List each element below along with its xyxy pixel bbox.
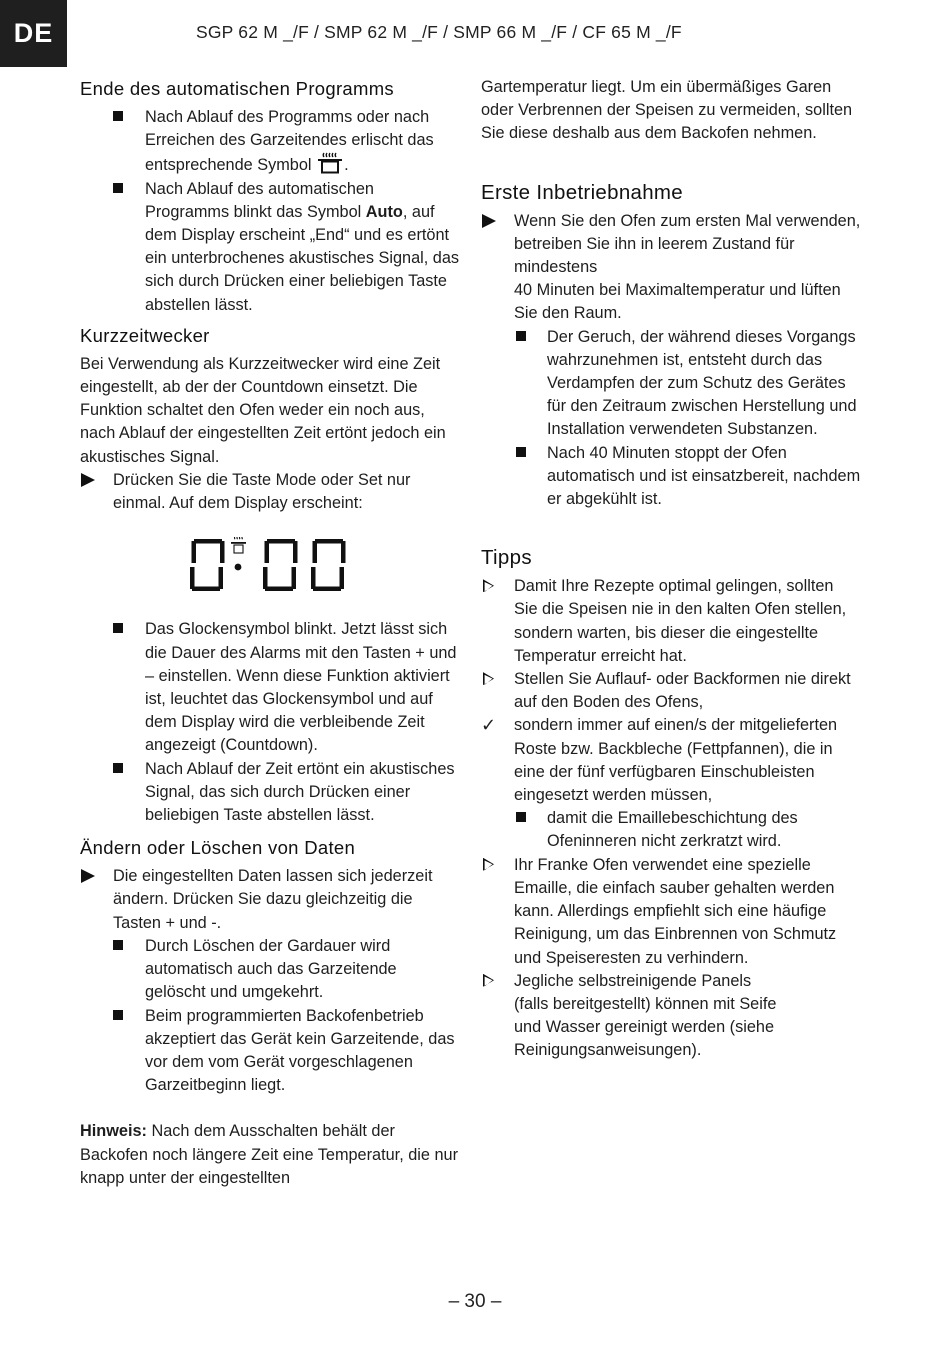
- left-column: [80, 76, 460, 1190]
- list-item: Nach Ablauf der Zeit ertönt ein akustisches Signal, das sich durch Drücken einer beliebigen Taste abstellen lässt.: [80, 758, 460, 828]
- list-item: Durch Löschen der Gardauer wird automatisch auch das Garzeitende gelöscht und umgekehrt.: [80, 935, 460, 1005]
- list-item: ✓ sondern immer auf einen/s der mitgelieferten Roste bzw. Backbleche (Fettpfannen), die in eine der fünf verfügbaren Einschubleisten eingesetzt werden müssen,: [481, 715, 838, 805]
- list-item: Das Glockensymbol blinkt. Jetzt lässt sich die Dauer des Alarms mit den Tasten + und – einstellen. Wenn diese Funktion aktiviert ist, leuchtet das Glockensymbol und auf dem Display wird die verbleibende Zeit angezeigt (Countdown).: [80, 618, 460, 757]
- note-label: Hinweis:: [80, 1122, 147, 1141]
- section-title-first-use: Erste Inbetriebnahme: [481, 180, 684, 204]
- list-item: Wenn Sie den Ofen zum ersten Mal verwenden, betreiben Sie ihn in leerem Zustand für mindestens 40 Minuten bei Maximaltemperatur und lüften Sie den Raum.: [481, 210, 861, 326]
- language-tab: [0, 0, 67, 67]
- page-number: – 30 –: [448, 1291, 502, 1312]
- seven-segment-display: [190, 537, 460, 600]
- paragraph-continuation: Gartemperatur liegt. Um ein übermäßiges Garen oder Verbrennen der Speisen zu vermeiden, sollten Sie diese deshalb aus dem Backofen nehmen.: [481, 78, 853, 143]
- section-title-kitchen-timer: Kurzzeitwecker: [80, 324, 210, 346]
- list-item: Nach Ablauf des automatischen Programms blinkt das Symbol Auto, auf dem Display erscheint „End“ und es ertönt ein unterbrochenes akustisches Signal, das sich durch Drücken einer beliebigen Taste abstellen lässt.: [80, 178, 460, 317]
- list-item: Jegliche selbstreinigende Panels (falls bereitgestellt) können mit Seife und Wasser gereinigt werden (siehe Reinigungsanweisungen).: [481, 970, 861, 1063]
- list-item: Der Geruch, der während dieses Vorgangs wahrzunehmen ist, entsteht durch das Verdampfen der zum Schutz des Gerätes für den Zeitraum zwischen Herstellung und Installation verwendeten Substanzen.: [481, 326, 861, 442]
- section-title-change-delete-data: Ändern oder Löschen von Daten: [80, 837, 356, 859]
- list-item: Beim programmierten Backofenbetrieb akzeptiert das Gerät kein Garzeitende, das vor dem vom Gerät vorgeschlagenen Garzeitbeginn liegt.: [80, 1005, 460, 1098]
- paragraph-timer-intro: Bei Verwendung als Kurzzeitwecker wird eine Zeit eingestellt, ab der der Countdown einsetzt. Die Funktion schaltet den Ofen weder ein noch aus, nach Ablauf der eingestellten Zeit ertönt jedoch ein akustisches Signal.: [80, 354, 446, 466]
- note-paragraph: Hinweis: Nach dem Ausschalten behält der Backofen noch längere Zeit eine Temperatur, die nur knapp unter der eingestellten: [80, 1122, 459, 1187]
- model-header: SGP 62 M _/F / SMP 62 M _/F / SMP 66 M _/F / CF 65 M _/F: [196, 22, 682, 42]
- list-item: Stellen Sie Auflauf- oder Backformen nie direkt auf den Boden des Ofens,: [481, 668, 861, 714]
- pot-icon: [317, 152, 343, 174]
- section-title-auto-program-end: Ende des automatischen Programms: [80, 78, 394, 99]
- language-code: DE: [13, 18, 54, 48]
- checkmark-icon: ✓: [481, 715, 497, 736]
- list-item: Nach 40 Minuten stoppt der Ofen automatisch und ist einsatzbereit, nachdem er abgekühlt ist.: [481, 442, 861, 512]
- section-title-tips: Tipps: [481, 546, 532, 570]
- list-item: Damit Ihre Rezepte optimal gelingen, sollten Sie die Speisen nie in den kalten Ofen stellen, sondern warten, bis dieser die eingestellte Temperatur erreicht hat.: [481, 575, 861, 668]
- display-digits-graphic: [190, 537, 350, 593]
- list-item: damit die Emaillebeschichtung des Ofeninneren nicht zerkratzt wird.: [481, 807, 861, 853]
- list-item: Drücken Sie die Taste Mode oder Set nur einmal. Auf dem Display erscheint:: [80, 469, 460, 515]
- list-item: Nach Ablauf des Programms oder nach Erreichen des Garzeitendes erlischt das entsprechende Symbol .: [80, 106, 460, 178]
- list-item: Die eingestellten Daten lassen sich jederzeit ändern. Drücken Sie dazu gleichzeitig die Tasten + und -.: [80, 865, 460, 935]
- right-column: [481, 76, 861, 1063]
- list-item: Ihr Franke Ofen verwendet eine spezielle Emaille, die einfach sauber gehalten werden kann. Allerdings empfiehlt sich eine häufige Reinigung, um das Einbrennen von Schmutz und Speiseresten zu verhindern.: [481, 854, 861, 970]
